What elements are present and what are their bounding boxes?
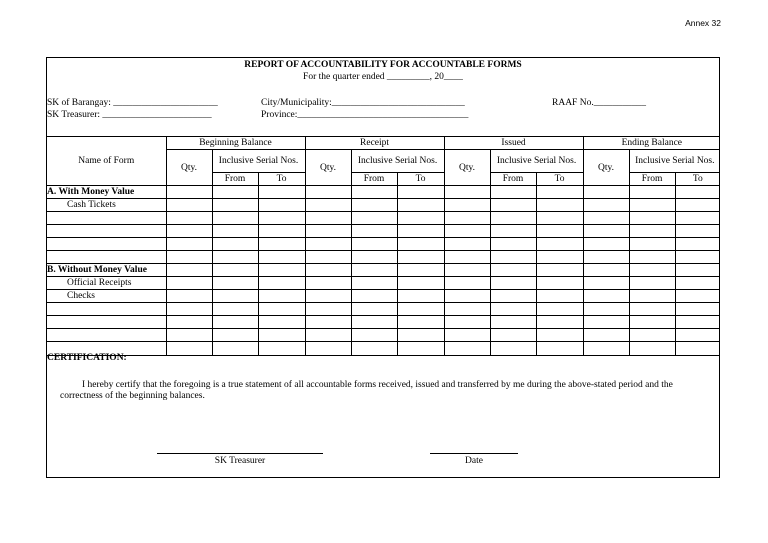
form-name-cell[interactable] xyxy=(47,277,166,290)
table-cell[interactable] xyxy=(536,303,583,316)
table-cell[interactable] xyxy=(629,225,675,238)
table-cell[interactable] xyxy=(583,264,629,277)
table-cell[interactable] xyxy=(675,186,720,199)
table-cell[interactable] xyxy=(444,199,490,212)
table-cell[interactable] xyxy=(536,238,583,251)
table-cell[interactable] xyxy=(444,316,490,329)
table-cell[interactable] xyxy=(583,199,629,212)
table-cell[interactable] xyxy=(536,199,583,212)
table-cell[interactable] xyxy=(166,264,212,277)
form-name-label xyxy=(47,344,67,354)
certification-text: I hereby certify that the foregoing is a true statement of all accountable forms received, issued and transferred by me during the above-stated period and the correctness of the beginning balances. xyxy=(60,380,673,401)
table-cell[interactable] xyxy=(629,316,675,329)
table-cell[interactable] xyxy=(629,342,675,356)
table-cell[interactable] xyxy=(212,277,258,290)
report-subtitle: For the quarter ended _________, 20____ xyxy=(303,72,463,82)
table-cell[interactable] xyxy=(305,199,351,212)
forms-table xyxy=(47,136,720,356)
table-cell[interactable] xyxy=(258,316,305,329)
table-cell[interactable] xyxy=(166,238,212,251)
table-cell[interactable] xyxy=(444,225,490,238)
inclusive-serial-header: Inclusive Serial Nos. xyxy=(212,150,305,173)
table-cell[interactable] xyxy=(351,329,397,342)
table-cell[interactable] xyxy=(305,251,351,264)
ending-balance-header: Ending Balance xyxy=(583,137,720,150)
table-cell[interactable] xyxy=(583,277,629,290)
inclusive-serial-header: Inclusive Serial Nos. xyxy=(490,150,583,173)
table-cell[interactable] xyxy=(212,199,258,212)
table-cell[interactable] xyxy=(351,290,397,303)
table-cell[interactable] xyxy=(583,290,629,303)
table-row xyxy=(47,264,720,277)
table-cell[interactable] xyxy=(351,251,397,264)
table-cell[interactable] xyxy=(675,277,720,290)
form-name-label xyxy=(47,213,67,223)
qty-header: Qty. xyxy=(583,150,629,186)
form-name-cell[interactable] xyxy=(47,303,166,316)
table-cell[interactable] xyxy=(305,316,351,329)
table-cell[interactable] xyxy=(351,212,397,225)
table-cell[interactable] xyxy=(583,186,629,199)
treasurer-signature-line[interactable] xyxy=(157,453,323,454)
table-cell[interactable] xyxy=(166,199,212,212)
table-cell[interactable] xyxy=(444,342,490,356)
table-row xyxy=(47,199,720,212)
table-cell[interactable] xyxy=(305,329,351,342)
table-cell[interactable] xyxy=(536,290,583,303)
table-cell[interactable] xyxy=(629,251,675,264)
table-cell[interactable] xyxy=(166,329,212,342)
table-cell[interactable] xyxy=(583,316,629,329)
table-cell[interactable] xyxy=(490,316,536,329)
inclusive-serial-header: Inclusive Serial Nos. xyxy=(351,150,444,173)
table-cell[interactable] xyxy=(212,264,258,277)
table-cell[interactable] xyxy=(583,251,629,264)
table-cell[interactable] xyxy=(629,290,675,303)
table-cell[interactable] xyxy=(166,316,212,329)
table-cell[interactable] xyxy=(583,329,629,342)
table-cell[interactable] xyxy=(305,303,351,316)
table-cell[interactable] xyxy=(258,277,305,290)
table-cell[interactable] xyxy=(397,316,444,329)
table-cell[interactable] xyxy=(258,186,305,199)
table-row xyxy=(47,186,720,199)
to-header: To xyxy=(675,173,720,186)
table-row xyxy=(47,290,720,303)
to-header: To xyxy=(258,173,305,186)
table-cell[interactable] xyxy=(675,303,720,316)
table-cell[interactable] xyxy=(212,342,258,356)
table-cell[interactable] xyxy=(675,238,720,251)
table-cell[interactable] xyxy=(351,303,397,316)
table-row xyxy=(47,212,720,225)
receipt-header: Receipt xyxy=(305,137,444,150)
table-cell[interactable] xyxy=(536,186,583,199)
form-name-label: Official Receipts xyxy=(67,278,132,288)
table-cell[interactable] xyxy=(258,303,305,316)
form-name-cell[interactable] xyxy=(47,238,166,251)
table-cell[interactable] xyxy=(536,329,583,342)
table-cell[interactable] xyxy=(536,277,583,290)
table-row xyxy=(47,342,720,356)
name-of-form-header: Name of Form xyxy=(47,137,166,186)
table-cell[interactable] xyxy=(444,212,490,225)
table-cell[interactable] xyxy=(536,251,583,264)
table-cell[interactable] xyxy=(351,186,397,199)
table-cell[interactable] xyxy=(351,277,397,290)
table-cell[interactable] xyxy=(490,238,536,251)
table-cell[interactable] xyxy=(258,342,305,356)
table-cell[interactable] xyxy=(490,290,536,303)
beginning-balance-header: Beginning Balance xyxy=(166,137,305,150)
table-cell[interactable] xyxy=(675,342,720,356)
table-cell[interactable] xyxy=(258,264,305,277)
from-header: From xyxy=(629,173,675,186)
table-cell[interactable] xyxy=(212,238,258,251)
from-header: From xyxy=(212,173,258,186)
table-cell[interactable] xyxy=(305,342,351,356)
form-name-label xyxy=(47,317,67,327)
barangay-field[interactable]: SK of Barangay: ______________________ xyxy=(47,98,218,108)
form-name-label xyxy=(47,226,67,236)
table-cell[interactable] xyxy=(583,212,629,225)
annex-label: Annex 32 xyxy=(685,18,721,28)
table-cell[interactable] xyxy=(675,251,720,264)
table-cell[interactable] xyxy=(212,316,258,329)
table-cell[interactable] xyxy=(166,225,212,238)
table-cell[interactable] xyxy=(258,199,305,212)
table-row xyxy=(47,225,720,238)
table-cell[interactable] xyxy=(444,238,490,251)
table-cell[interactable] xyxy=(583,303,629,316)
from-header: From xyxy=(351,173,397,186)
table-cell[interactable] xyxy=(397,290,444,303)
form-name-cell[interactable] xyxy=(47,225,166,238)
table-cell[interactable] xyxy=(490,329,536,342)
table-cell[interactable] xyxy=(490,212,536,225)
table-cell[interactable] xyxy=(397,212,444,225)
table-cell[interactable] xyxy=(305,264,351,277)
date-signature-line[interactable] xyxy=(430,453,518,454)
table-cell[interactable] xyxy=(675,264,720,277)
table-cell[interactable] xyxy=(212,212,258,225)
table-cell[interactable] xyxy=(444,277,490,290)
table-cell[interactable] xyxy=(490,303,536,316)
city-field[interactable]: City/Municipality:____________________________ xyxy=(261,98,465,108)
table-cell[interactable] xyxy=(675,225,720,238)
table-cell[interactable] xyxy=(258,329,305,342)
table-row xyxy=(47,303,720,316)
form-name-label xyxy=(47,330,67,340)
province-field[interactable]: Province:____________________________________ xyxy=(261,110,469,120)
table-cell[interactable] xyxy=(397,186,444,199)
table-cell[interactable] xyxy=(629,199,675,212)
table-cell[interactable] xyxy=(351,238,397,251)
table-cell[interactable] xyxy=(490,186,536,199)
forms-table-body xyxy=(47,186,720,356)
table-cell[interactable] xyxy=(212,303,258,316)
table-cell[interactable] xyxy=(536,264,583,277)
table-row xyxy=(47,251,720,264)
section-label: A. With Money Value xyxy=(47,187,135,197)
table-cell[interactable] xyxy=(397,277,444,290)
table-cell[interactable] xyxy=(258,290,305,303)
qty-header: Qty. xyxy=(305,150,351,186)
form-name-cell[interactable] xyxy=(47,316,166,329)
table-cell[interactable] xyxy=(212,225,258,238)
date-signature-label: Date xyxy=(465,456,483,466)
from-header: From xyxy=(490,173,536,186)
table-cell[interactable] xyxy=(583,342,629,356)
treasurer-signature-label: SK Treasurer xyxy=(214,456,266,466)
table-cell[interactable] xyxy=(444,303,490,316)
table-cell[interactable] xyxy=(675,329,720,342)
table-cell[interactable] xyxy=(212,329,258,342)
form-name-label: Checks xyxy=(67,291,95,301)
issued-header: Issued xyxy=(444,137,583,150)
table-cell[interactable] xyxy=(490,277,536,290)
table-cell[interactable] xyxy=(444,264,490,277)
table-cell[interactable] xyxy=(629,212,675,225)
table-cell[interactable] xyxy=(490,342,536,356)
table-cell[interactable] xyxy=(397,303,444,316)
to-header: To xyxy=(397,173,444,186)
table-cell[interactable] xyxy=(675,212,720,225)
treasurer-field[interactable]: SK Treasurer: _______________________ xyxy=(47,110,212,120)
table-cell[interactable] xyxy=(490,264,536,277)
table-cell[interactable] xyxy=(444,329,490,342)
table-cell[interactable] xyxy=(166,290,212,303)
qty-header: Qty. xyxy=(444,150,490,186)
table-cell[interactable] xyxy=(629,277,675,290)
form-name-cell[interactable] xyxy=(47,290,166,303)
table-cell[interactable] xyxy=(212,290,258,303)
table-cell[interactable] xyxy=(397,329,444,342)
table-row xyxy=(47,238,720,251)
table-cell[interactable] xyxy=(351,264,397,277)
table-cell[interactable] xyxy=(629,264,675,277)
table-cell[interactable] xyxy=(166,303,212,316)
form-name-cell[interactable] xyxy=(47,329,166,342)
form-name-cell[interactable] xyxy=(47,186,166,199)
table-cell[interactable] xyxy=(351,342,397,356)
table-cell[interactable] xyxy=(583,238,629,251)
table-row xyxy=(47,277,720,290)
table-cell[interactable] xyxy=(490,225,536,238)
table-cell[interactable] xyxy=(444,186,490,199)
table-cell[interactable] xyxy=(629,186,675,199)
table-cell[interactable] xyxy=(444,290,490,303)
raaf-field[interactable]: RAAF No.___________ xyxy=(552,98,646,108)
table-cell[interactable] xyxy=(536,212,583,225)
table-cell[interactable] xyxy=(536,316,583,329)
report-title: REPORT OF ACCOUNTABILITY FOR ACCOUNTABLE FORMS xyxy=(244,60,522,70)
table-cell[interactable] xyxy=(258,212,305,225)
form-name-cell[interactable] xyxy=(47,199,166,212)
table-cell[interactable] xyxy=(675,290,720,303)
table-cell[interactable] xyxy=(629,238,675,251)
table-cell[interactable] xyxy=(351,316,397,329)
table-cell[interactable] xyxy=(675,199,720,212)
table-cell[interactable] xyxy=(258,238,305,251)
table-cell[interactable] xyxy=(397,199,444,212)
table-cell[interactable] xyxy=(536,225,583,238)
table-cell[interactable] xyxy=(212,186,258,199)
table-cell[interactable] xyxy=(166,212,212,225)
table-cell[interactable] xyxy=(629,329,675,342)
table-cell[interactable] xyxy=(305,290,351,303)
table-cell[interactable] xyxy=(675,316,720,329)
table-cell[interactable] xyxy=(305,225,351,238)
form-name-cell[interactable] xyxy=(47,251,166,264)
table-cell[interactable] xyxy=(397,251,444,264)
inclusive-serial-header: Inclusive Serial Nos. xyxy=(629,150,720,173)
table-cell[interactable] xyxy=(305,212,351,225)
table-cell[interactable] xyxy=(490,251,536,264)
qty-header: Qty. xyxy=(166,150,212,186)
table-cell[interactable] xyxy=(305,238,351,251)
table-row xyxy=(47,329,720,342)
table-cell[interactable] xyxy=(397,264,444,277)
form-name-label xyxy=(47,252,67,262)
table-cell[interactable] xyxy=(397,238,444,251)
table-cell[interactable] xyxy=(629,303,675,316)
table-cell[interactable] xyxy=(212,251,258,264)
form-name-label xyxy=(47,239,67,249)
table-row xyxy=(47,316,720,329)
table-cell[interactable] xyxy=(258,251,305,264)
to-header: To xyxy=(536,173,583,186)
form-name-cell[interactable] xyxy=(47,264,166,277)
table-cell[interactable] xyxy=(351,199,397,212)
table-cell[interactable] xyxy=(166,277,212,290)
table-cell[interactable] xyxy=(305,277,351,290)
table-cell[interactable] xyxy=(166,342,212,356)
table-cell[interactable] xyxy=(166,251,212,264)
table-cell[interactable] xyxy=(536,342,583,356)
table-cell[interactable] xyxy=(258,225,305,238)
table-cell[interactable] xyxy=(490,199,536,212)
form-name-label: Cash Tickets xyxy=(67,200,116,210)
table-cell[interactable] xyxy=(305,186,351,199)
table-cell[interactable] xyxy=(583,225,629,238)
table-cell[interactable] xyxy=(166,186,212,199)
certification-title: CERTIFICATION: xyxy=(47,353,127,363)
table-cell[interactable] xyxy=(397,342,444,356)
form-name-label xyxy=(47,304,67,314)
table-cell[interactable] xyxy=(444,251,490,264)
accountability-form xyxy=(46,57,720,478)
table-cell[interactable] xyxy=(351,225,397,238)
section-label: B. Without Money Value xyxy=(47,265,147,275)
form-name-cell[interactable] xyxy=(47,212,166,225)
table-cell[interactable] xyxy=(397,225,444,238)
